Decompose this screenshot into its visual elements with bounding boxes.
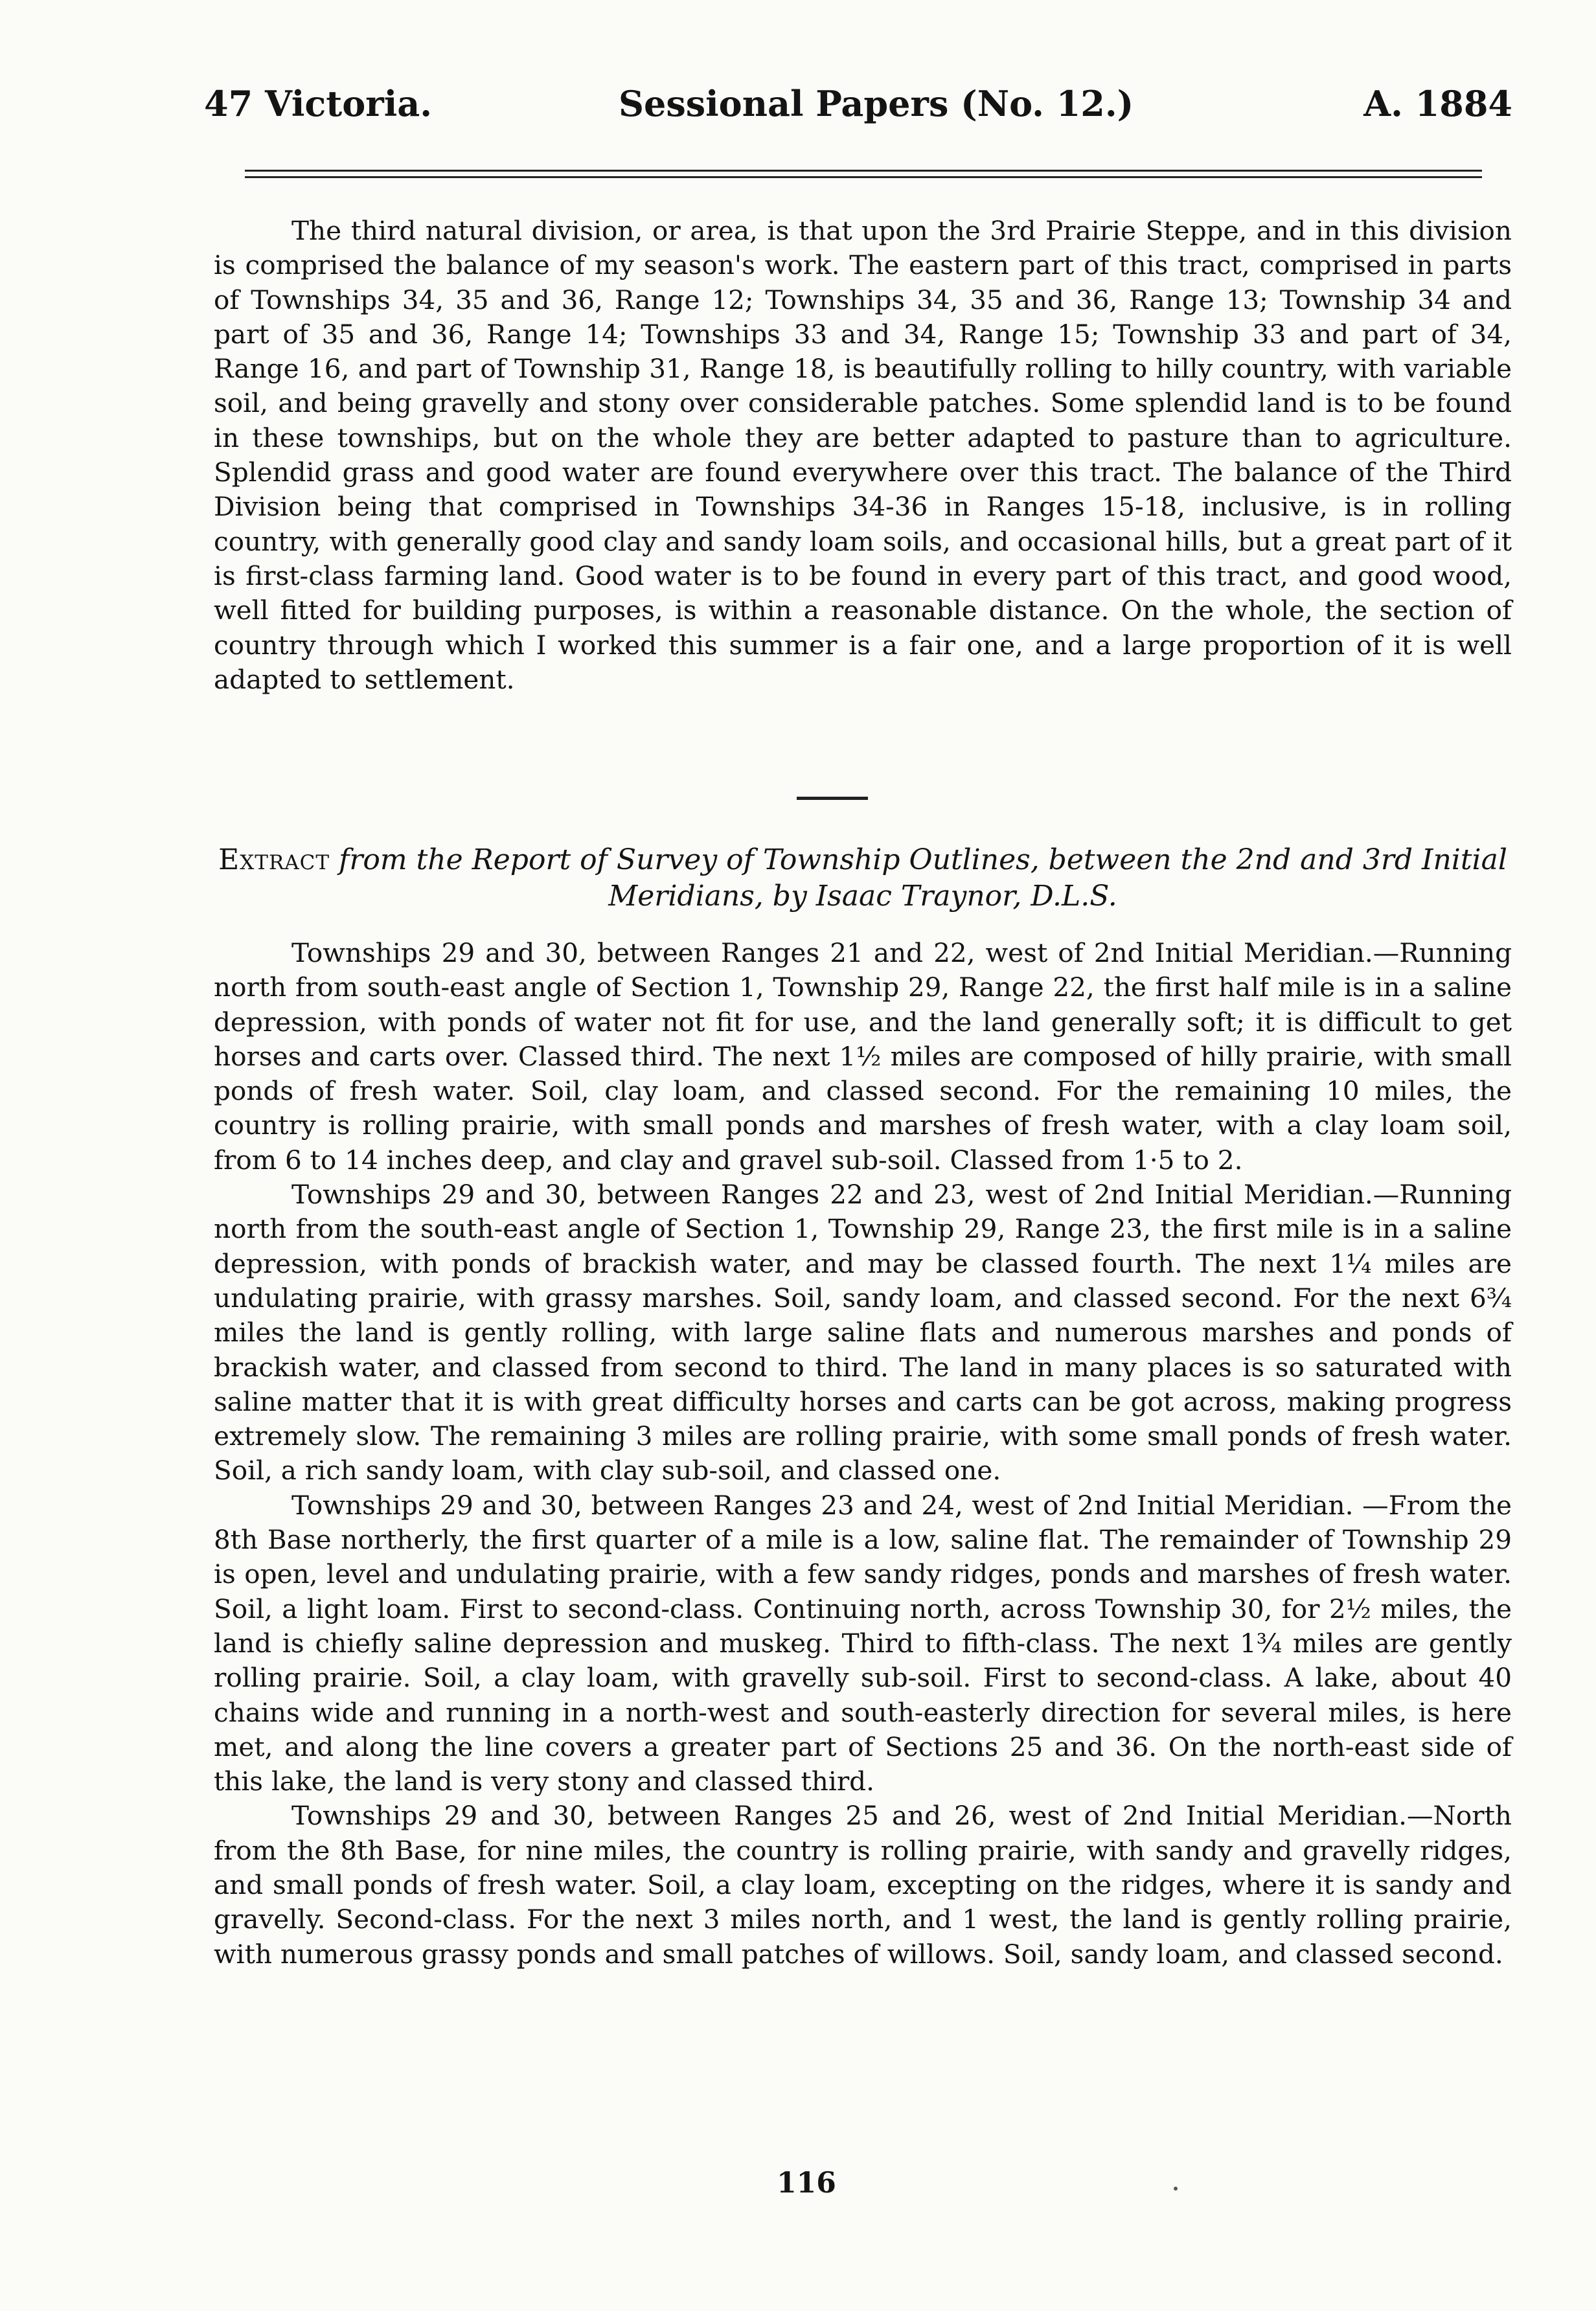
extract-heading xyxy=(214,842,1512,915)
section-third-division xyxy=(214,214,1512,697)
header-title: Sessional Papers (No. 12.) xyxy=(619,83,1134,124)
paragraph: Townships 29 and 30, between Ranges 21 and 22, west of 2nd Initial Meridian.—Running north from south-east angle of Section 1, Township 29, Range 22, the first half mile is in a saline depression, with ponds of water not fit for use, and the land generally soft; it is difficult to get horses and carts over. Classed third. The next 1½ miles are composed of hilly prairie, with small ponds of fresh water. Soil, clay loam, and classed second. For the remaining 10 miles, the country is rolling prairie, with small ponds and marshes of fresh water, with a clay loam soil, from 6 to 14 inches deep, and clay and gravel sub-soil. Classed from 1·5 to 2. xyxy=(214,937,1512,1176)
page-number: 116 xyxy=(777,2167,836,2200)
header-year: A. 1884 xyxy=(1363,83,1512,124)
extract-title: from the Report of Survey of Township Outlines, between the 2nd and 3rd Initial Meridians, by Isaac Traynor, D.L.S. xyxy=(339,843,1507,913)
page-header xyxy=(204,83,1512,141)
header-volume: 47 Victoria. xyxy=(204,83,433,124)
paragraph: Townships 29 and 30, between Ranges 25 and 26, west of 2nd Initial Meridian.—North from the 8th Base, for nine miles, the country is rolling prairie, with sandy and gravelly ridges, and small ponds of fresh water. Soil, a clay loam, excepting on the ridges, where it is sandy and gravelly. Second-class. For the next 3 miles north, and 1 west, the land is gently rolling prairie, with numerous grassy ponds and small patches of willows. Soil, sandy loam, and classed second. xyxy=(214,1800,1512,1970)
section-townships xyxy=(214,936,1512,1972)
extract-lead: Extract xyxy=(218,843,330,876)
header-rule-bottom xyxy=(245,176,1482,178)
section-separator xyxy=(797,797,868,800)
header-rule-top xyxy=(245,170,1482,172)
paragraph: Townships 29 and 30, between Ranges 23 and 24, west of 2nd Initial Meridian. —From the 8th Base northerly, the first quarter of a mile is a low, saline flat. The remainder of Township 29 is open, level and undulating prairie, with a few sandy ridges, ponds and marshes of fresh water. Soil, a light loam. First to second-class. Continuing north, across Township 30, for 2½ miles, the land is chiefly saline depression and muskeg. Third to fifth-class. The next 1¾ miles are gently rolling prairie. Soil, a clay loam, with gravelly sub-soil. First to second-class. A lake, about 40 chains wide and running in a north-west and south-easterly direction for several miles, is here met, and along the line covers a greater part of Sections 25 and 36. On the north-east side of this lake, the land is very stony and classed third. xyxy=(214,1489,1512,1797)
print-speck xyxy=(1174,2187,1178,2191)
paragraph: Townships 29 and 30, between Ranges 22 and 23, west of 2nd Initial Meridian.—Running north from the south-east angle of Section 1, Township 29, Range 23, the first mile is in a saline depression, with ponds of brackish water, and may be classed fourth. The next 1¼ miles are undulating prairie, with grassy marshes. Soil, sandy loam, and classed second. For the next 6¾ miles the land is gently rolling, with large saline flats and numerous marshes and ponds of brackish water, and classed from second to third. The land in many places is so saturated with saline matter that it is with great difficulty horses and carts can be got across, making progress extremely slow. The remaining 3 miles are rolling prairie, with some small ponds of fresh water. Soil, a rich sandy loam, with clay sub-soil, and classed one. xyxy=(214,1179,1512,1486)
paragraph: The third natural division, or area, is that upon the 3rd Prairie Steppe, and in this division is comprised the balance of my season's work. The eastern part of this tract, comprised in parts of Townships 34, 35 and 36, Range 12; Townships 34, 35 and 36, Range 13; Township 34 and part of 35 and 36, Range 14; Townships 33 and 34, Range 15; Township 33 and part of 34, Range 16, and part of Township 31, Range 18, is beautifully rolling to hilly country, with variable soil, and being gravelly and stony over considerable patches. Some splendid land is to be found in these townships, but on the whole they are better adapted to pasture than to agriculture. Splendid grass and good water are found everywhere over this tract. The balance of the Third Division being that comprised in Townships 34-36 in Ranges 15-18, inclusive, is in rolling country, with generally good clay and sandy loam soils, and occasional hills, but a great part of it is first-class farming land. Good water is to be found in every part of this tract, and good wood, well fitted for building purposes, is within a reasonable distance. On the whole, the section of country through which I worked this summer is a fair one, and a large proportion of it is well adapted to settlement. xyxy=(214,215,1512,695)
